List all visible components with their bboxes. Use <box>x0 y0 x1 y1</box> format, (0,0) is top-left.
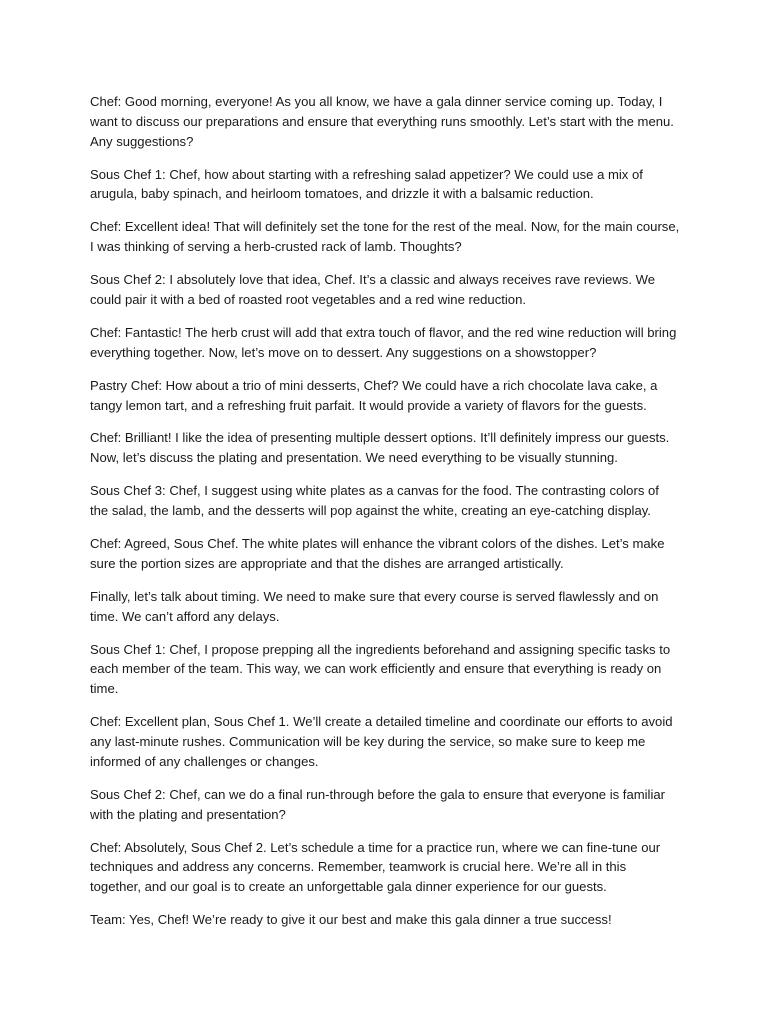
paragraph-sous-chef-2-runthrough: Sous Chef 2: Chef, can we do a final run-through before the gala to ensure that everyone is familiar with the plating and presentation? <box>90 786 666 822</box>
paragraph-sous-chef-2-lamb: Sous Chef 2: I absolutely love that idea, Chef. It’s a classic and always receives rave reviews. We could pair it with a bed of roasted root vegetables and a red wine reduction. <box>90 272 656 307</box>
paragraph-team-response: Team: Yes, Chef! We’re ready to give it our best and make this gala dinner a true success! <box>90 912 612 928</box>
paragraph-sous-chef-3-plates: Sous Chef 3: Chef, I suggest using white plates as a canvas for the food. The contrasting colors of the salad, the lamb, and the desserts will pop against the white, creating an eye-catching display. <box>90 483 659 519</box>
paragraph-chef-main-course: Chef: Excellent idea! That will definitely set the tone for the rest of the meal. Now, for the main course, I was thinking of serving a herb-crusted rack of lamb. Thoughts? <box>90 219 680 255</box>
paragraph-sous-chef-1-salad: Sous Chef 1: Chef, how about starting with a refreshing salad appetizer? We could use a mix of arugula, baby spinach, and heirloom tomatoes, and drizzle it with a balsamic reduction. <box>90 166 643 202</box>
document-page <box>90 92 680 943</box>
paragraph-chef-agreed: Chef: Agreed, Sous Chef. The white plates will enhance the vibrant colors of the dishes. Let’s make sure the portion sizes are appropriate and that the dishes are arranged artistically. <box>90 536 665 571</box>
paragraph-timing: Finally, let’s talk about timing. We need to make sure that every course is served flawlessly and on time. We can’t afford any delays. <box>90 588 659 624</box>
paragraph-chef-dessert: Chef: Fantastic! The herb crust will add that extra touch of flavor, and the red wine reduction will bring everything together. Now, let’s move on to dessert. Any suggestions on a showstopper? <box>90 324 677 360</box>
paragraph-chef-practice: Chef: Absolutely, Sous Chef 2. Let’s schedule a time for a practice run, where we can fine-tune our techniques and address any concerns. Remember, teamwork is crucial here. We’re all in this together, and our goal is to create an unforgettable gala dinner experience for our guests. <box>90 839 661 895</box>
paragraph-sous-chef-1-prep: Sous Chef 1: Chef, I propose prepping all the ingredients beforehand and assigning specific tasks to each member of the team. This way, we can work efficiently and ensure that everything is ready on time. <box>90 641 671 697</box>
paragraph-chef-greeting: Chef: Good morning, everyone! As you all know, we have a gala dinner service coming up. Today, I want to discuss our preparations and ensure that everything runs smoothly. Let’s start with the menu. Any suggestions? <box>90 94 674 149</box>
paragraph-chef-plating: Chef: Brilliant! I like the idea of presenting multiple dessert options. It’ll definitely impress our guests. Now, let’s discuss the plating and presentation. We need everything to be visually stunning. <box>90 430 670 466</box>
paragraph-pastry-chef: Pastry Chef: How about a trio of mini desserts, Chef? We could have a rich chocolate lava cake, a tangy lemon tart, and a refreshing fruit parfait. It would provide a variety of flavors for the guests. <box>90 377 658 413</box>
paragraph-chef-plan: Chef: Excellent plan, Sous Chef 1. We’ll create a detailed timeline and coordinate our efforts to avoid any last-minute rushes. Communication will be key during the service, so make sure to keep me informed of any challenges or changes. <box>90 714 673 769</box>
